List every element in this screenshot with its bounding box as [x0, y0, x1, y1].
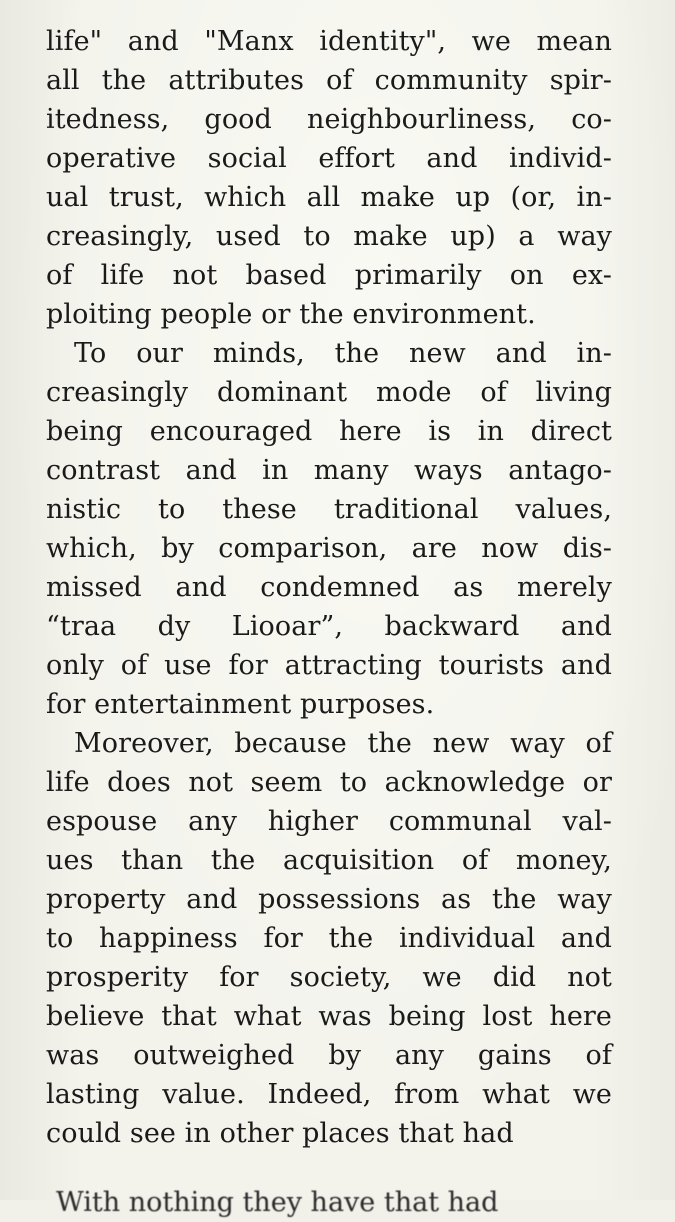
- text-line: creasingly dominant mode of living: [46, 377, 612, 408]
- text-line: itedness, good neighbourliness, co-: [46, 104, 612, 135]
- text-line: only of use for attracting tourists and: [46, 650, 612, 681]
- text-line: all the attributes of community spir-: [46, 65, 612, 96]
- text-line: property and possessions as the way: [46, 884, 612, 915]
- paragraph-start-line: To our minds, the new and in-: [74, 338, 612, 369]
- text-line: to happiness for the individual and: [46, 923, 612, 954]
- text-line: espouse any higher communal val-: [46, 806, 612, 837]
- text-line: for entertainment purposes.: [46, 689, 435, 720]
- paragraph-start-line: Moreover, because the new way of: [74, 728, 612, 759]
- text-line: operative social effort and individ-: [46, 143, 612, 174]
- text-line: ploiting people or the environment.: [46, 299, 536, 330]
- text-line: life" and "Manx identity", we mean: [46, 26, 612, 57]
- text-line: was outweighed by any gains of: [46, 1040, 612, 1071]
- text-line: ual trust, which all make up (or, in-: [46, 182, 612, 213]
- text-line: life does not seem to acknowledge or: [46, 767, 612, 798]
- text-line: contrast and in many ways antago-: [46, 455, 612, 486]
- text-line: could see in other places that had: [46, 1118, 514, 1149]
- text-line: “traa dy Liooar”, backward and: [46, 611, 612, 642]
- text-line: ues than the acquisition of money,: [46, 845, 612, 876]
- text-line: being encouraged here is in direct: [46, 416, 612, 447]
- text-line: creasingly, used to make up) a way: [46, 221, 612, 252]
- body-text: [46, 22, 612, 1153]
- text-line: which, by comparison, are now dis-: [46, 533, 612, 564]
- text-line: believe that what was being lost here: [46, 1001, 612, 1032]
- text-line: prosperity for society, we did not: [46, 962, 612, 993]
- text-line: of life not based primarily on ex-: [46, 260, 612, 291]
- text-line: missed and condemned as merely: [46, 572, 612, 603]
- text-line: lasting value. Indeed, from what we: [46, 1079, 612, 1110]
- text-line: nistic to these traditional values,: [46, 494, 612, 525]
- cut-off-text-line: With nothing they have that had: [56, 1187, 499, 1218]
